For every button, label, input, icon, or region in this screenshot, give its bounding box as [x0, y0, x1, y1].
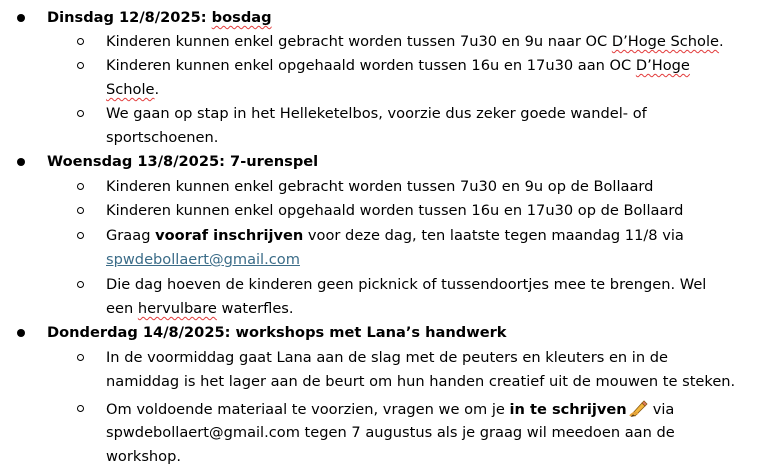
day-1-item-3-cont: sportschoenen.: [106, 129, 219, 146]
day-1-item-2: [106, 56, 690, 76]
item-text: een: [106, 300, 138, 317]
day-3-item-1-cont: namiddag is het lager aan de beurt om hun handen creatief uit de mouwen te steken.: [106, 373, 736, 390]
day-1-date: Dinsdag 12/8/2025:: [47, 9, 212, 26]
sub-bullet: [77, 207, 84, 214]
day-3-item-1: In de voormiddag gaat Lana aan de slag met de peuters en kleuters en in de: [106, 349, 668, 366]
sub-bullet: [77, 183, 84, 190]
sub-bullet: [77, 62, 84, 69]
misspelled-word: Schole: [106, 81, 155, 98]
sub-bullet: [77, 38, 84, 45]
bold-text: in te schrijven: [509, 401, 627, 418]
sub-bullet: [77, 405, 84, 412]
day-1-item-1: [106, 32, 724, 52]
day-3-item-2-cont: spwdebollaert@gmail.com tegen 7 augustus als je graag wil meedoen aan de: [106, 424, 675, 441]
sub-bullet: [77, 354, 84, 361]
day-2-item-2: Kinderen kunnen enkel opgehaald worden tussen 16u en 17u30 op de Bollaard: [106, 202, 684, 219]
misspelled-word: D’Hoge Schole: [611, 33, 720, 50]
misspelled-word: hervulbare: [137, 300, 217, 317]
bullet-day-3: [17, 329, 25, 337]
item-text: Graag: [106, 227, 156, 244]
day-2-item-1: Kinderen kunnen enkel gebracht worden tussen 7u30 en 9u op de Bollaard: [106, 178, 654, 195]
day-2-heading: Woensdag 13/8/2025: 7-urenspel: [47, 153, 319, 170]
bullet-day-2: [17, 158, 25, 166]
day-1-item-3: We gaan op stap in het Helleketelbos, voorzie dus zeker goede wandel- of: [106, 105, 647, 122]
day-2-item-4: Die dag hoeven de kinderen geen picknick of tussendoortjes mee te brengen. Wel: [106, 276, 707, 293]
bold-text: vooraf inschrijven: [155, 227, 304, 244]
day-1-heading: [47, 8, 272, 28]
day-1-item-2-cont: [106, 80, 159, 100]
day-1-theme: bosdag: [211, 9, 272, 26]
sub-bullet: [77, 232, 84, 239]
item-text: waterfles.: [216, 300, 294, 317]
day-3-heading: Donderdag 14/8/2025: workshops met Lana’s handwerk: [47, 324, 507, 341]
misspelled-word: D’Hoge: [635, 57, 690, 74]
sub-bullet: [77, 110, 84, 117]
item-text: via: [652, 401, 675, 418]
day-3-item-2-cont2: workshop.: [106, 448, 181, 465]
day-2-item-3: [106, 226, 684, 246]
item-text: voor deze dag, ten laatste tegen maandag 11/8 via: [303, 227, 684, 244]
item-text: Kinderen kunnen enkel opgehaald worden tussen 16u en 17u30 aan OC: [106, 57, 636, 74]
day-2-item-4-cont: [106, 299, 294, 319]
item-end: .: [719, 33, 724, 50]
day-3-item-2: [106, 399, 674, 423]
sub-bullet: [77, 281, 84, 288]
item-text: Kinderen kunnen enkel gebracht worden tussen 7u30 en 9u naar OC: [106, 33, 612, 50]
email-link[interactable]: spwdebollaert@gmail.com: [106, 251, 300, 268]
bullet-day-1: [17, 14, 25, 22]
writing-hand-icon: [629, 399, 649, 423]
item-end: .: [154, 81, 160, 98]
day-2-item-3-cont: [106, 250, 300, 270]
item-text: Om voldoende materiaal te voorzien, vragen we om je: [106, 401, 510, 418]
